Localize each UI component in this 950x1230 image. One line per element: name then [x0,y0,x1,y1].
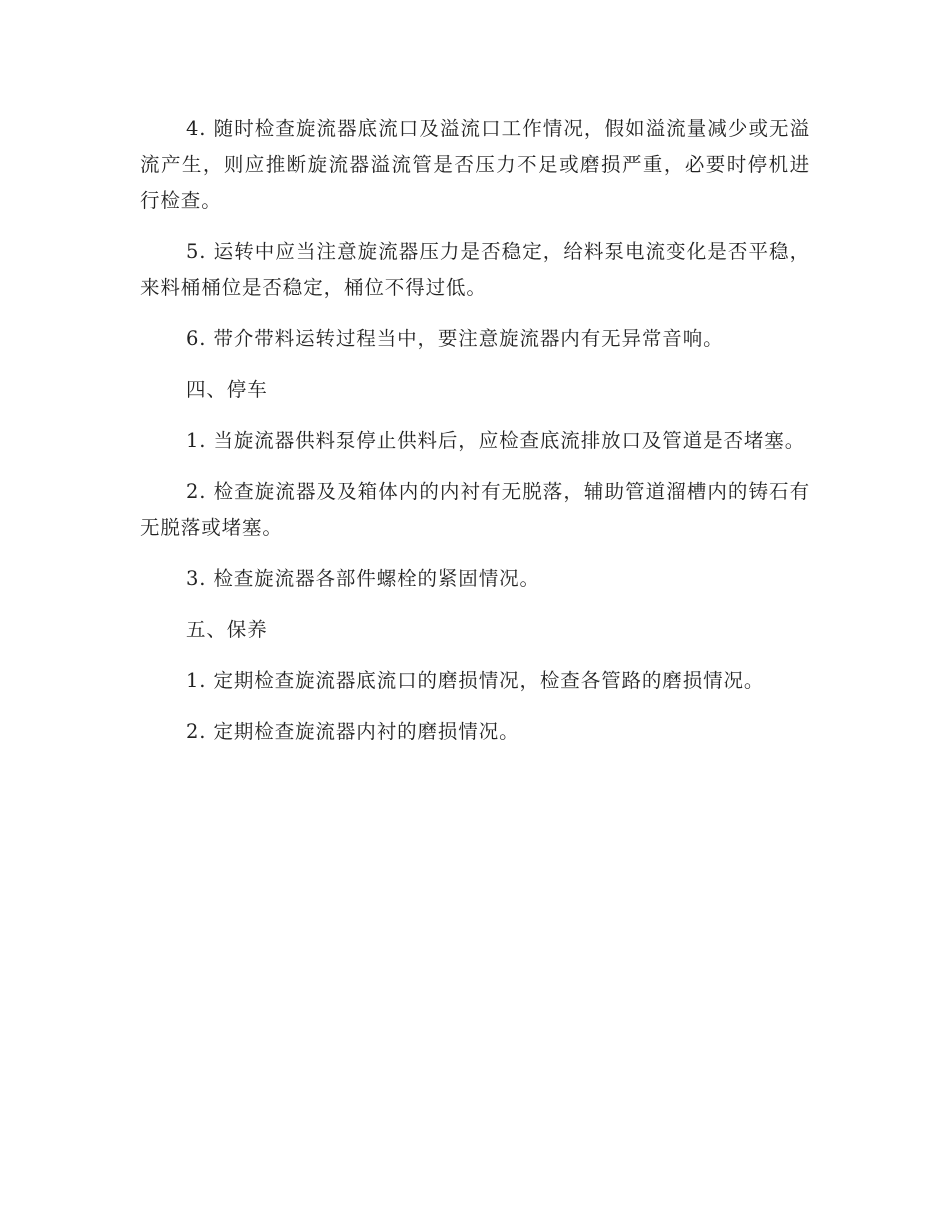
paragraph-stop-2: 2. 检查旋流器及及箱体内的内衬有无脱落，辅助管道溜槽内的铸石有无脱落或堵塞。 [140,480,810,539]
paragraph-item-4: 4. 随时检查旋流器底流口及溢流口工作情况，假如溢流量减少或无溢流产生，则应推断旋流器溢流管是否压力不足或磨损严重，必要时停机进行检查。 [140,117,810,212]
section-heading-stop: 四、停车 [186,378,268,401]
paragraph-maintenance-1: 1. 定期检查旋流器底流口的磨损情况，检查各管路的磨损情况。 [186,669,765,692]
document-body [140,111,810,765]
paragraph-stop-3: 3. 检查旋流器各部件螺栓的紧固情况。 [186,567,540,590]
paragraph-item-6: 6. 带介带料运转过程当中，要注意旋流器内有无异常音响。 [186,327,724,350]
paragraph-item-5: 5. 运转中应当注意旋流器压力是否稳定，给料泵电流变化是否平稳，来料桶桶位是否稳定，桶位不得过低。 [140,240,810,299]
paragraph-maintenance-2: 2. 定期检查旋流器内衬的磨损情况。 [186,720,520,743]
paragraph-stop-1: 1. 当旋流器供料泵停止供料后，应检查底流排放口及管道是否堵塞。 [186,429,806,452]
section-heading-maintenance: 五、保养 [186,618,268,641]
